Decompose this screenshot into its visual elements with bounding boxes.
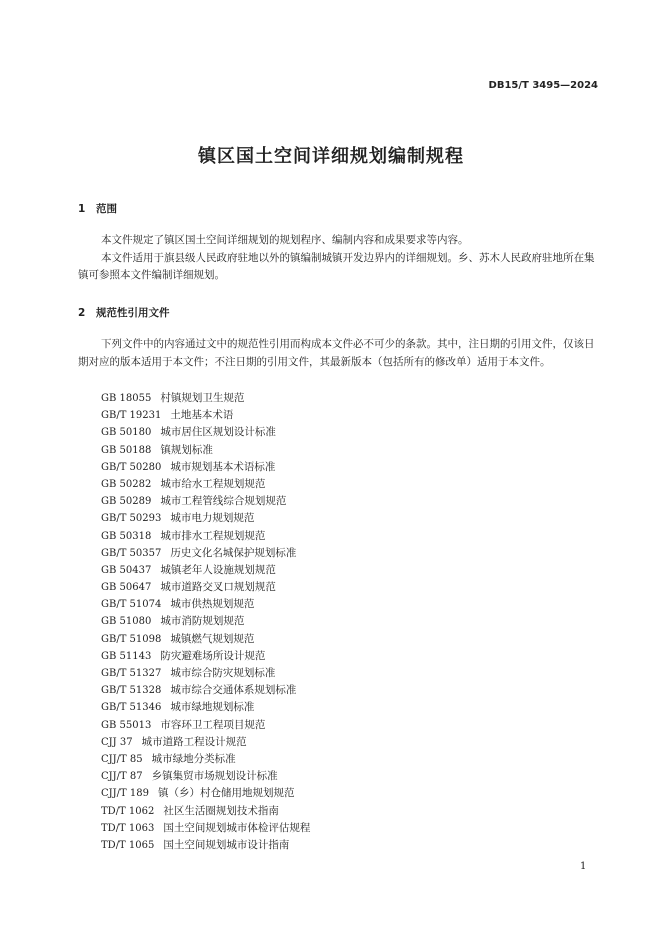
reference-code: GB/T 19231 xyxy=(101,410,162,422)
reference-list xyxy=(101,390,310,854)
reference-item xyxy=(101,803,310,820)
reference-code: GB 51143 xyxy=(101,650,152,662)
reference-name: 城市绿地规划标准 xyxy=(170,701,255,714)
reference-name: 防灾避难场所设计规范 xyxy=(160,649,266,662)
reference-item xyxy=(101,734,310,751)
reference-code: GB/T 50280 xyxy=(101,461,162,473)
document-title: 镇区国土空间详细规划编制规程 xyxy=(198,146,464,167)
reference-item xyxy=(101,682,310,699)
reference-code: GB/T 50293 xyxy=(101,513,162,525)
reference-name: 社区生活圈规划技术指南 xyxy=(163,804,279,817)
reference-code: GB 50188 xyxy=(101,444,152,456)
reference-item xyxy=(101,751,310,768)
paragraph: 下列文件中的内容通过文中的规范性引用而构成本文件必不可少的条款。其中，注日期的引用文件，仅该日期对应的版本适用于本文件；不注日期的引用文件，其最新版本（包括所有的修改单）适用于本文件。 xyxy=(78,338,595,368)
reference-item xyxy=(101,785,310,802)
section-title: 范围 xyxy=(96,203,117,215)
reference-name: 城市规划基本术语标准 xyxy=(170,460,276,473)
reference-code: GB 50282 xyxy=(101,478,152,490)
reference-item xyxy=(101,820,310,837)
reference-code: GB 50318 xyxy=(101,530,152,542)
reference-item xyxy=(101,631,310,648)
reference-code: CJJ 37 xyxy=(101,736,133,748)
section-number: 1 xyxy=(78,203,86,215)
reference-name: 土地基本术语 xyxy=(170,409,234,422)
paragraph: 本文件规定了镇区国土空间详细规划的规划程序、编制内容和成果要求等内容。 xyxy=(101,234,469,246)
reference-name: 城市居住区规划设计标准 xyxy=(160,426,276,439)
reference-name: 城市工程管线综合规划规范 xyxy=(160,495,287,508)
reference-code: GB/T 51327 xyxy=(101,668,162,679)
reference-item xyxy=(101,493,310,510)
reference-name: 城市综合交通体系规划标准 xyxy=(170,684,297,697)
reference-item xyxy=(101,837,310,854)
reference-item xyxy=(101,510,310,527)
reference-code: GB 18055 xyxy=(101,393,152,404)
reference-code: GB 50289 xyxy=(101,496,152,508)
reference-name: 乡镇集贸市场规划设计标准 xyxy=(151,770,278,783)
reference-item xyxy=(101,665,310,682)
reference-name: 城市道路交叉口规划规范 xyxy=(160,581,276,594)
reference-item xyxy=(101,407,310,424)
reference-code: GB 50180 xyxy=(101,427,152,439)
reference-name: 城市电力规划规范 xyxy=(170,512,255,525)
reference-code: TD/T 1062 xyxy=(101,805,155,817)
reference-item xyxy=(101,699,310,716)
section-2-heading xyxy=(78,305,170,320)
reference-name: 城镇老年人设施规划规范 xyxy=(160,563,276,576)
reference-code: GB/T 50357 xyxy=(101,547,162,559)
section-2-intro xyxy=(78,336,598,371)
reference-item xyxy=(101,562,310,579)
reference-code: GB/T 51098 xyxy=(101,633,162,645)
reference-item xyxy=(101,442,310,459)
reference-item xyxy=(101,545,310,562)
reference-name: 城市排水工程规划规范 xyxy=(160,529,266,542)
reference-name: 国土空间规划城市体检评估规程 xyxy=(163,821,311,834)
reference-code: GB/T 51346 xyxy=(101,702,162,714)
reference-item xyxy=(101,648,310,665)
section-1-heading xyxy=(78,201,117,216)
reference-name: 村镇规划卫生规范 xyxy=(160,392,245,404)
reference-name: 历史文化名城保护规划标准 xyxy=(170,546,297,559)
reference-item xyxy=(101,528,310,545)
reference-item xyxy=(101,476,310,493)
reference-item xyxy=(101,768,310,785)
reference-code: GB 50647 xyxy=(101,582,152,594)
reference-item xyxy=(101,390,310,407)
paragraph: 本文件适用于旗县级人民政府驻地以外的镇编制城镇开发边界内的详细规划。乡、苏木人民政府驻地所在集镇可参照本文件编制详细规划。 xyxy=(78,251,595,281)
reference-item xyxy=(101,579,310,596)
reference-code: CJJ/T 189 xyxy=(101,788,149,800)
reference-code: GB 51080 xyxy=(101,616,152,628)
reference-name: 城镇燃气规划规范 xyxy=(170,632,255,645)
reference-name: 镇规划标准 xyxy=(160,443,213,456)
reference-code: TD/T 1065 xyxy=(101,839,155,851)
reference-name: 市容环卫工程项目规范 xyxy=(160,718,266,731)
reference-item xyxy=(101,717,310,734)
reference-name: 城市供热规划规范 xyxy=(170,598,255,611)
reference-name: 城市给水工程规划规范 xyxy=(160,477,266,490)
section-1-body xyxy=(78,232,598,285)
reference-item xyxy=(101,459,310,476)
reference-code: CJJ/T 85 xyxy=(101,753,143,765)
reference-name: 城市消防规划规范 xyxy=(160,615,245,628)
section-title: 规范性引用文件 xyxy=(96,307,170,319)
reference-code: GB 50437 xyxy=(101,564,152,576)
page-number: 1 xyxy=(580,861,587,872)
section-number: 2 xyxy=(78,307,86,319)
reference-code: CJJ/T 87 xyxy=(101,771,143,783)
reference-name: 城市绿地分类标准 xyxy=(151,752,236,765)
reference-code: GB/T 51074 xyxy=(101,599,162,611)
reference-name: 城市道路工程设计规范 xyxy=(141,735,247,748)
reference-name: 镇（乡）村仓储用地规划规范 xyxy=(157,787,295,800)
document-code: DB15/T 3495—2024 xyxy=(488,80,598,91)
reference-name: 城市综合防灾规划标准 xyxy=(170,667,276,679)
reference-item xyxy=(101,596,310,613)
reference-code: TD/T 1063 xyxy=(101,822,155,834)
reference-code: GB/T 51328 xyxy=(101,685,162,697)
reference-name: 国土空间规划城市设计指南 xyxy=(163,838,290,851)
reference-item xyxy=(101,424,310,441)
reference-code: GB 55013 xyxy=(101,719,152,731)
reference-item xyxy=(101,613,310,630)
